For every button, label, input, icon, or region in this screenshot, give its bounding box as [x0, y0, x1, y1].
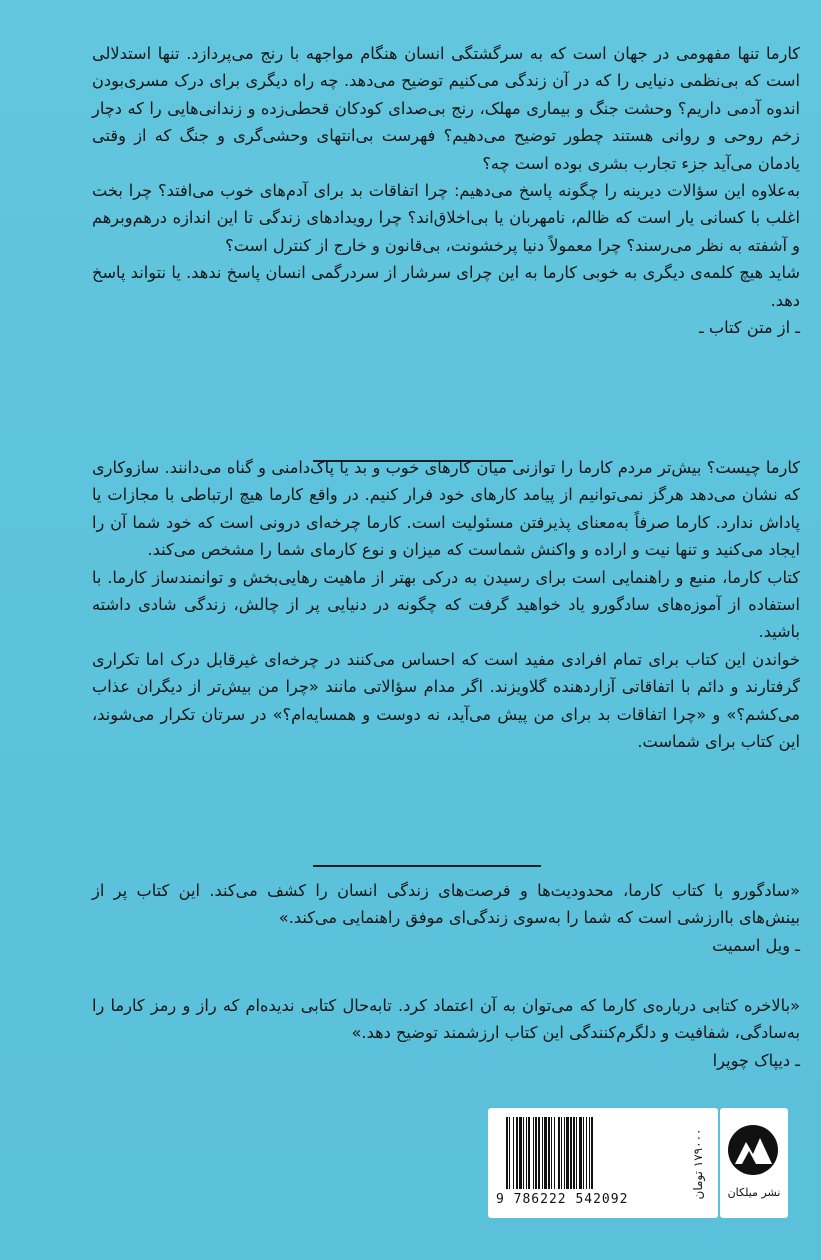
description-section — [92, 454, 800, 755]
description-paragraph-1: کارما چیست؟ بیش‌تر مردم کارما را توازنی میان کارهای خوب و بد یا پاک‌دامنی و گناه می‌دانند. سازوکاری که نشان می‌دهد هرگز نمی‌توانیم از پیامد کارهای خود فرار کنیم. در واقع کارما هیچ ارتباطی با مجازات یا پاداش ندارد. کارما صرفاً به‌معنای پذیرفتن مسئولیت است. کارما چرخه‌ای درونی است که خود شما آن را ایجاد می‌کنید و تنها نیت و اراده و واکنش شماست که میزان و نوع کارمای شما را مشخص می‌کند. — [92, 458, 800, 560]
quote-author: ـ ویل اسمیت — [712, 935, 800, 955]
endorsement-quote — [92, 992, 800, 1074]
price-text: ۱۷۹۰۰۰ تومان — [691, 1128, 705, 1200]
quote-text: «بالاخره کتابی درباره‌ی کارما که می‌توان به آن اعتماد کرد. تابه‌حال کتابی ندیده‌ام که راز و رمز کارما را به‌سادگی، شفافیت و دلگرم‌کنندگی این کتاب ارزشمند توضیح دهد.» — [92, 996, 800, 1043]
description-paragraph-3: خواندن این کتاب برای تمام افرادی مفید است که احساس می‌کنند در چرخه‌ای غیرقابل درک اما تکراری گرفتارند و دائم با اتفاقاتی آزاردهنده گلاویزند. اگر مدام سؤالاتی مانند «چرا من بیش‌تر از دیگران عذاب می‌کشم؟» و «چرا اتفاقات بد برای من پیش می‌آید، نه دوست و همسایه‌ام؟» در سرتان تکرار می‌شوند، این کتاب برای شماست. — [92, 649, 800, 752]
mountain-logo-icon — [727, 1124, 779, 1176]
quote-text: «سادگورو با کتاب کارما، محدودیت‌ها و فرصت‌های زندگی انسان را کشف می‌کند. این کتاب پر از بینش‌های باارزشی است که شما را به‌سوی زندگی‌ای موفق راهنمایی می‌کند.» — [92, 881, 800, 928]
description-paragraph-2: کتاب کارما، منبع و راهنمایی است برای رسیدن به درکی بهتر از ماهیت رهایی‌بخش و توانمندساز کارما. با استفاده از آموزه‌های سادگورو یاد خواهید گرفت که چگونه در دنیایی پر از چالش، زندگی شادی داشته باشید. — [92, 567, 800, 642]
endorsement-quote — [92, 877, 800, 959]
excerpt-paragraph-3: شاید هیچ کلمه‌ی دیگری به خوبی کارما به این چرای سرشار از سردرگمی انسان پاسخ ندهد. یا نتواند پاسخ دهد. — [92, 263, 800, 310]
publisher-name: نشر میلکان — [727, 1186, 781, 1199]
barcode — [506, 1117, 676, 1189]
excerpt-paragraph-1: کارما تنها مفهومی در جهان است که به سرگشتگی انسان هنگام مواجهه با رنج می‌پردازد. تنها استدلالی است که بی‌نظمی دنیایی را که در آن زندگی می‌کنیم توضیح می‌دهد. چه راه دیگری برای درک مسری‌بودن اندوه آدمی داریم؟ وحشت جنگ و بیماری مهلک، رنج بی‌صدای کودکان قحطی‌زده و زندانی‌هایی را که دچار زخم روحی و روانی هستند چطور توضیح می‌دهیم؟ فهرست بی‌انتهای وحشی‌گری و جنگ که از وقتی یادمان می‌آید جزء تجارب بشری بوده است چه؟ — [92, 44, 800, 173]
excerpt-paragraph-2: به‌علاوه این سؤالات دیرینه را چگونه پاسخ می‌دهیم: چرا اتفاقات بد برای آدم‌های خوب می‌افتد؟ چرا بخت اغلب با کسانی یار است که ظالم، نامهربان یا بی‌اخلاق‌اند؟ چرا رویدادهای زندگی تا این اندازه درهم‌وبرهم و آشفته به نظر می‌رسند؟ چرا معمولاً دنیا پرخشونت، بی‌قانون و خارج از کنترل است؟ — [92, 181, 800, 255]
excerpt-section — [92, 40, 800, 341]
quote-author: ـ دیپاک چوپرا — [712, 1050, 800, 1070]
barcode-bar — [591, 1117, 593, 1189]
divider-line — [313, 865, 541, 867]
price-label — [684, 1114, 712, 1214]
isbn-number: 9 786222 542092 — [496, 1192, 629, 1207]
excerpt-source: ـ از متن کتاب ـ — [698, 318, 800, 338]
